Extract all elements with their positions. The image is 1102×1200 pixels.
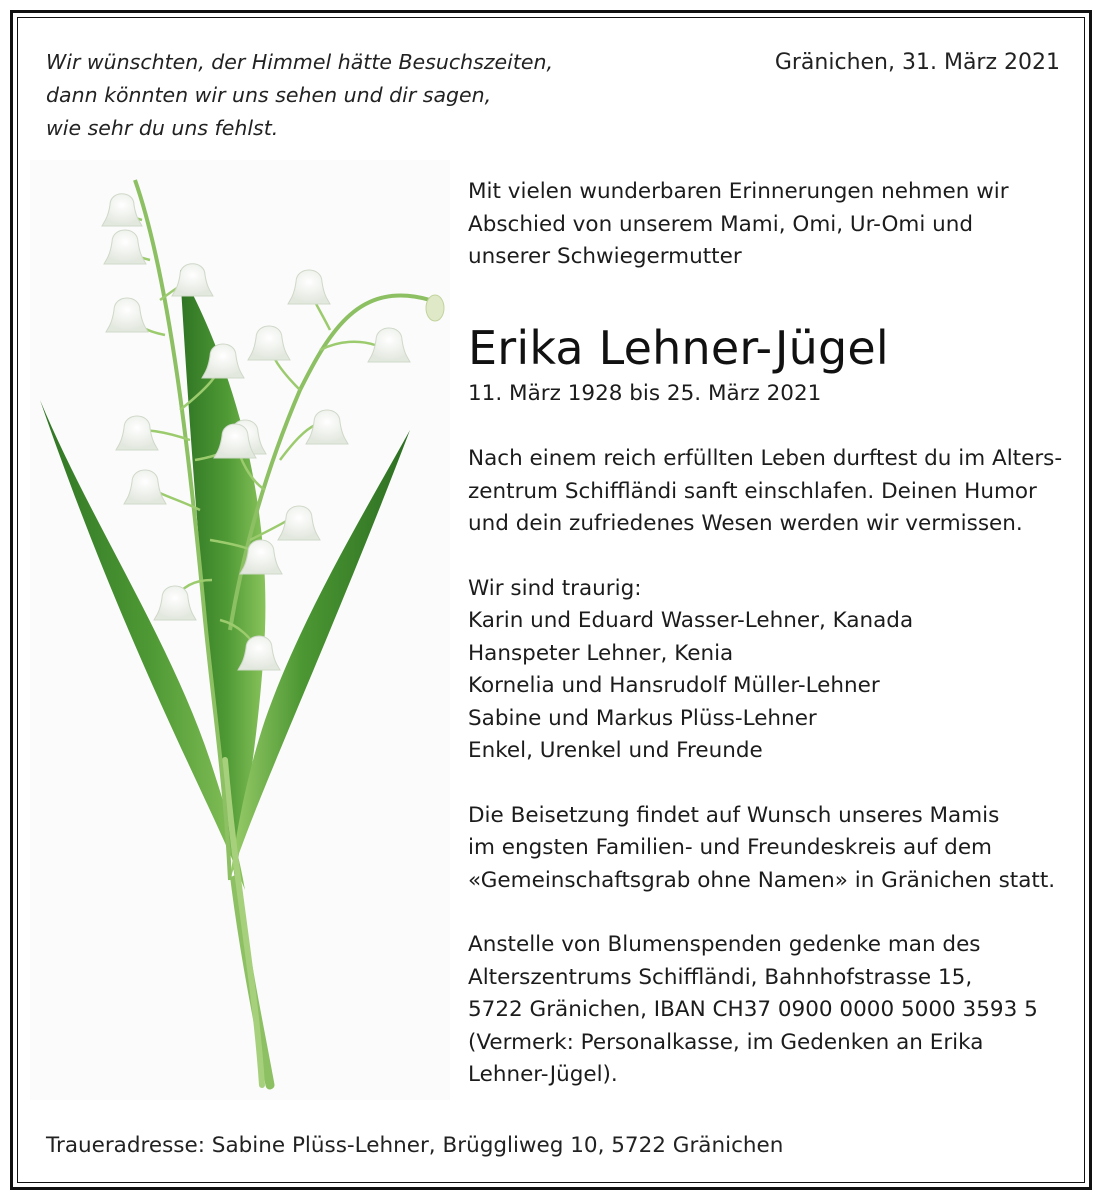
quote-line: Wir wünschten, der Himmel hätte Besuchszeiten, [46,50,554,74]
tribute-line: Nach einem reich erfüllten Leben durftest du im Alters- [468,446,1063,471]
intro-line: unserer Schwiegermutter [468,244,742,269]
mourner-name: Sabine und Markus Plüss-Lehner [468,705,817,731]
burial-line: «Gemeinschaftsgrab ohne Namen» in Gränichen statt. [468,867,1056,893]
burial-paragraph [468,800,1068,898]
mourner-name: Enkel, Urenkel und Freunde [468,738,763,763]
tribute-paragraph [468,443,1068,541]
obituary-body [468,176,1068,1092]
quote-line: dann könnten wir uns sehen und dir sagen, [46,83,492,107]
place-and-date: Gränichen, 31. März 2021 [774,50,1060,75]
intro-line: Abschied von unserem Mami, Omi, Ur-Omi und [468,211,974,237]
mourner-name: Hanspeter Lehner, Kenia [468,640,734,666]
tribute-line: und dein zufriedenes Wesen werden wir vermissen. [468,511,1023,536]
mourning-address: Traueradresse: Sabine Plüss-Lehner, Brüggliweg 10, 5722 Gränichen [46,1133,784,1158]
donation-line: (Vermerk: Personalkasse, im Gedenken an Erika [468,1029,984,1055]
opening-quote [46,46,606,145]
donation-line: 5722 Gränichen, IBAN CH37 0900 0000 5000 3593 5 [468,997,1038,1022]
tribute-line: zentrum Schiffländi sanft einschlafen. Deinen Humor [468,478,1037,504]
life-dates: 11. März 1928 bis 25. März 2021 [468,380,822,406]
mourner-name: Kornelia und Hansrudolf Müller-Lehner [468,673,880,698]
burial-line: im engsten Familien- und Freundeskreis auf dem [468,835,992,860]
burial-line: Die Beisetzung findet auf Wunsch unseres Mamis [468,802,1000,828]
lily-of-the-valley-icon [30,160,450,1100]
mourner-name: Karin und Eduard Wasser-Lehner, Kanada [468,608,914,633]
deceased-name: Erika Lehner-Jügel [468,320,889,375]
donation-paragraph [468,929,1068,1092]
intro-line: Mit vielen wunderbaren Erinnerungen nehmen wir [468,179,1009,204]
intro-paragraph [468,176,1068,274]
mourners-heading: Wir sind traurig: [468,575,642,601]
donation-line: Anstelle von Blumenspenden gedenke man des [468,932,981,957]
donation-line: Lehner-Jügel). [468,1062,618,1087]
donation-line: Alterszentrums Schiffländi, Bahnhofstrasse 15, [468,964,973,990]
quote-line: wie sehr du uns fehlst. [46,116,279,140]
mourners-list [468,573,1068,768]
